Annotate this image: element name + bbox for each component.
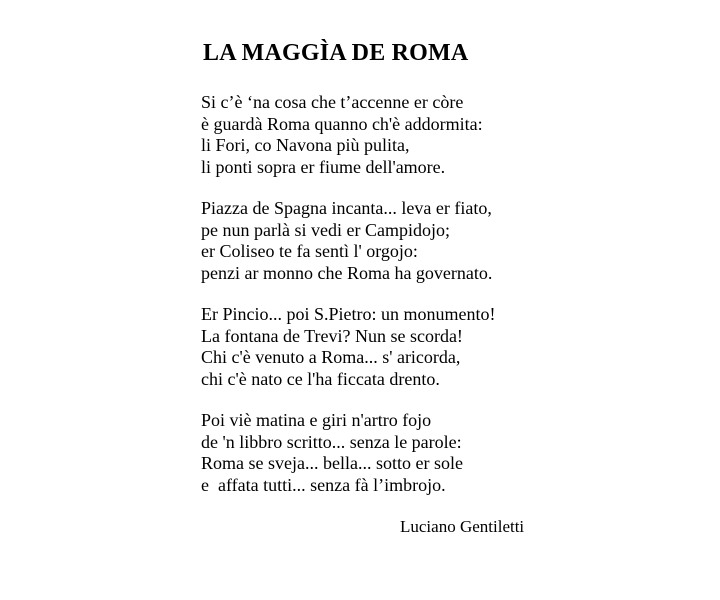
stanza-3 — [201, 304, 496, 390]
verse-line: Chi c'è venuto a Roma... s' aricorda, — [201, 347, 461, 367]
verse-line: Si c’è ‘na cosa che t’accenne er còre — [201, 92, 464, 112]
verse-line: li ponti sopra er fiume dell'amore. — [201, 156, 446, 177]
verse-line: li Fori, co Navona più pulita, — [201, 135, 410, 155]
stanza-4 — [201, 410, 463, 496]
verse-line: Roma se sveja... bella... sotto er sole — [201, 453, 463, 473]
verse-line: Poi viè matina e giri n'artro fojo — [201, 410, 432, 430]
verse-line: er Coliseo te fa sentì l' orgojo: — [201, 241, 418, 261]
verse-line: pe nun parlà si vedi er Campidojo; — [201, 219, 450, 240]
stanza-2 — [201, 198, 492, 284]
verse-line: penzi ar monno che Roma ha governato. — [201, 262, 493, 283]
verse-line: Piazza de Spagna incanta... leva er fiato, — [201, 198, 492, 218]
verse-line: La fontana de Trevi? Nun se scorda! — [201, 325, 463, 346]
verse-line: è guardà Roma quanno ch'è addormita: — [201, 113, 483, 134]
verse-line: de 'n libbro scritto... senza le parole: — [201, 431, 462, 452]
verse-line: Er Pincio... poi S.Pietro: un monumento! — [201, 304, 496, 324]
stanza-1 — [201, 92, 483, 178]
poem-author: Luciano Gentiletti — [400, 517, 525, 536]
poem-title: LA MAGGÌA DE ROMA — [203, 40, 469, 66]
verse-line: e affata tutti... senza fà l’imbrojo. — [201, 474, 446, 495]
verse-line: chi c'è nato ce l'ha ficcata drento. — [201, 368, 440, 389]
